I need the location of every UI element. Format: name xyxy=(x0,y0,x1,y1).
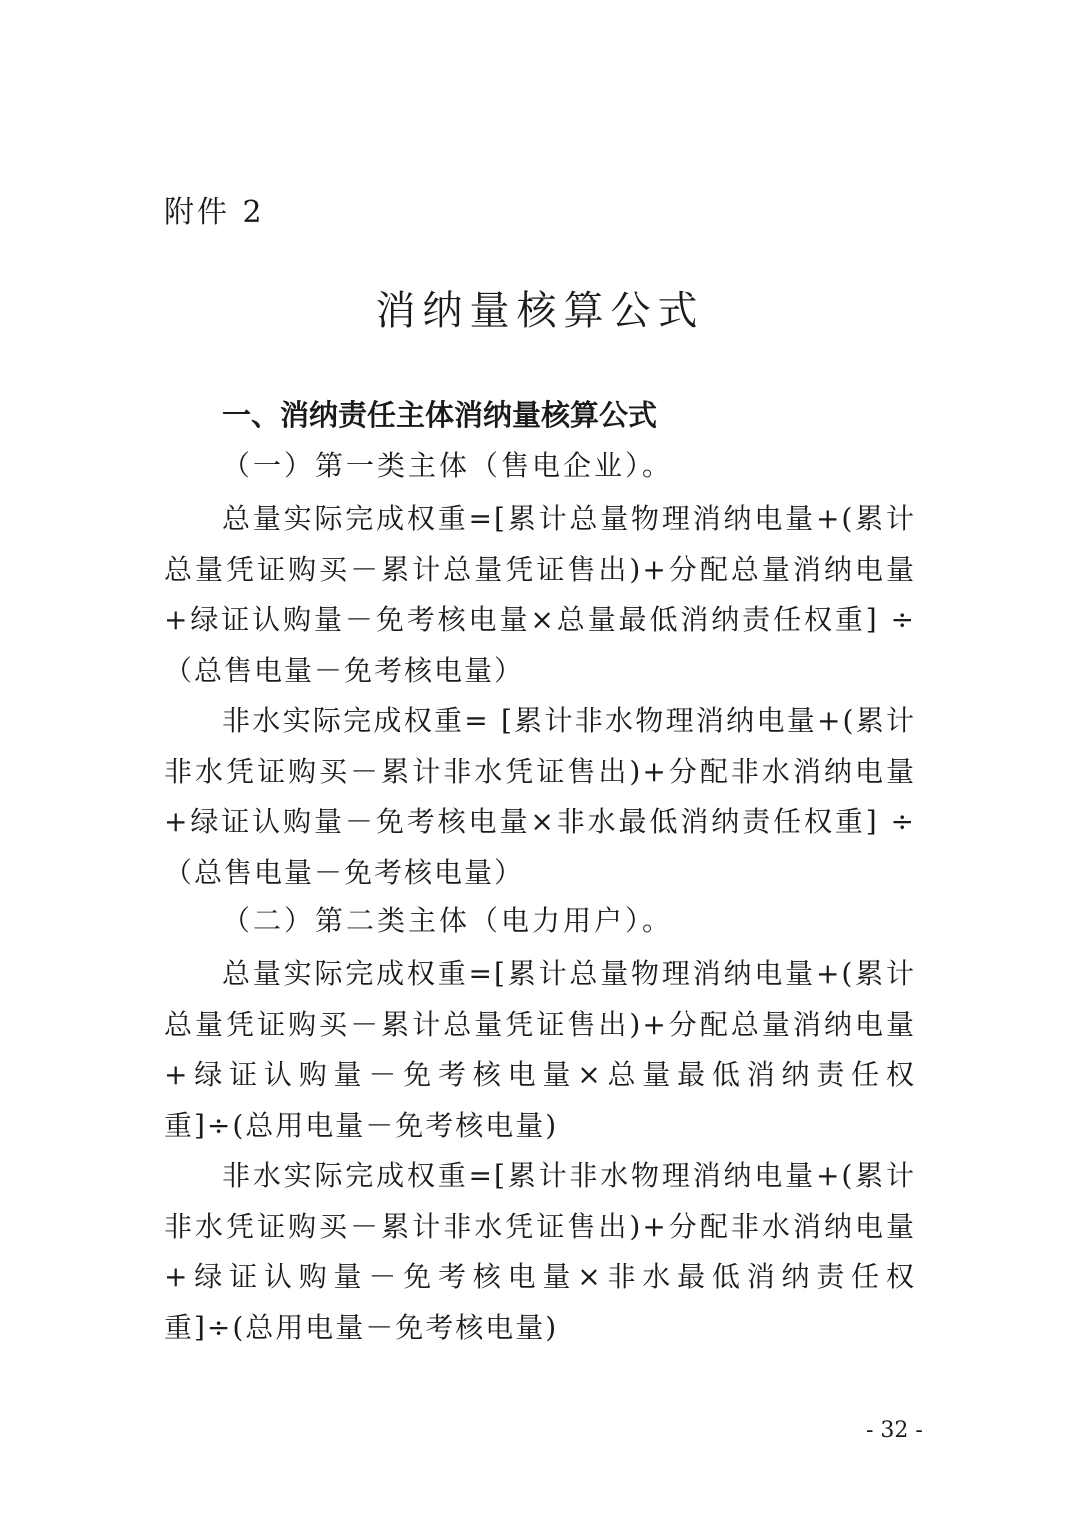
formula-total-weight-second-class: 总量实际完成权重=[累计总量物理消纳电量+(累计总量凭证购买－累计总量凭证售出)+分配总量消纳电量+绿证认购量－免考核电量×总量最低消纳责任权重]÷(总用电量－免考核电量) xyxy=(164,957,916,1142)
subsection-heading-first-class: （一）第一类主体（售电企业）。 xyxy=(222,449,674,482)
formula-total-weight-first-class: 总量实际完成权重=[累计总量物理消纳电量+(累计总量凭证购买－累计总量凭证售出)+分配总量消纳电量+绿证认购量－免考核电量×总量最低消纳责任权重] ÷（总售电量－免考核电量） xyxy=(164,502,916,687)
document-title: 消纳量核算公式 xyxy=(375,288,705,334)
attachment-label: 附件 2 xyxy=(164,195,265,230)
formula-non-hydro-weight-first-class: 非水实际完成权重= [累计非水物理消纳电量+(累计非水凭证购买－累计非水凭证售出)+分配非水消纳电量+绿证认购量－免考核电量×非水最低消纳责任权重] ÷（总售电量－免考核电量） xyxy=(164,704,916,889)
subsection-heading-second-class: （二）第二类主体（电力用户）。 xyxy=(222,904,674,937)
page-number: - 32 - xyxy=(866,1418,923,1443)
formula-non-hydro-weight-second-class: 非水实际完成权重=[累计非水物理消纳电量+(累计非水凭证购买－累计非水凭证售出)+分配非水消纳电量+绿证认购量－免考核电量×非水最低消纳责任权重]÷(总用电量－免考核电量) xyxy=(164,1159,916,1344)
section-heading: 一、消纳责任主体消纳量核算公式 xyxy=(222,398,658,432)
